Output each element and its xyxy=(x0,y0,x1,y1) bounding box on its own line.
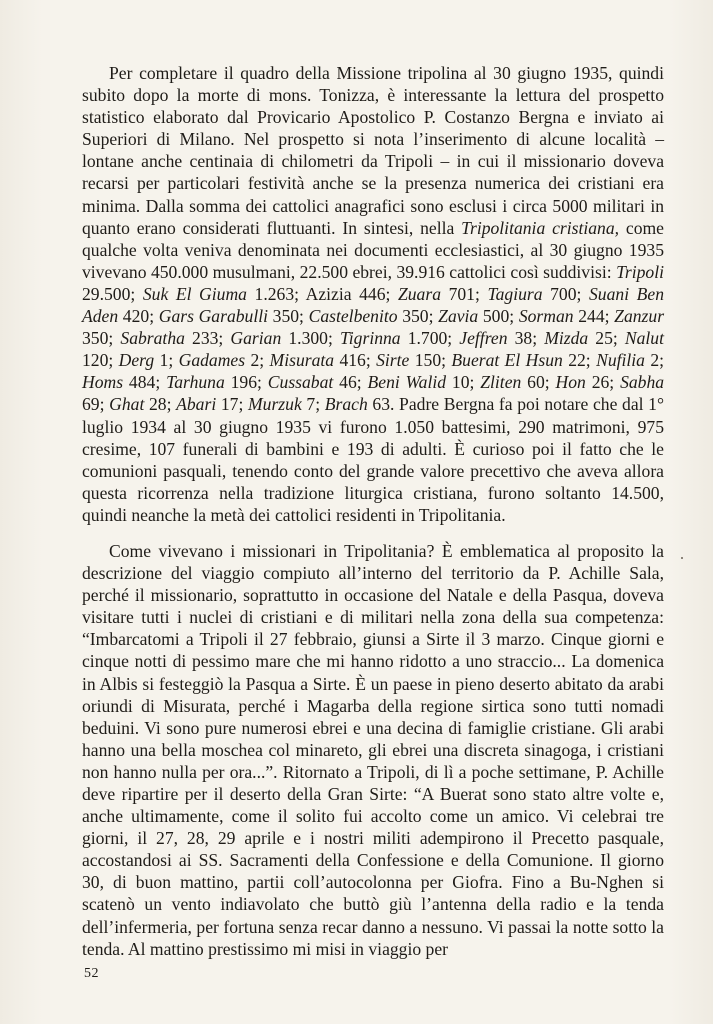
text-run: 10; xyxy=(446,372,481,393)
italic-run: Zuara xyxy=(397,283,441,304)
italic-run: Sirte xyxy=(376,350,410,371)
text-run: 46; xyxy=(333,372,368,393)
text-run: 350; xyxy=(397,306,439,327)
italic-run: Nalut xyxy=(624,328,664,349)
italic-run: Tripolitania cristiana, xyxy=(461,217,620,238)
italic-run: Zavia xyxy=(438,306,479,327)
italic-run: Gars Garabulli xyxy=(158,306,269,327)
italic-run: Beni Walid xyxy=(367,372,447,393)
text-run: 150; xyxy=(409,350,452,371)
italic-run: Zliten xyxy=(480,372,522,393)
text-run: 2; xyxy=(644,350,665,371)
italic-run: Buerat El Hsun xyxy=(451,350,563,371)
text-run: 420; xyxy=(118,306,159,327)
page-number: 52 xyxy=(84,966,99,981)
text-run: 1; xyxy=(154,350,179,371)
text-run: 69; xyxy=(82,394,110,415)
text-run: 500; xyxy=(478,306,519,327)
italic-run: Mizda xyxy=(544,328,589,349)
text-run: 120; xyxy=(82,350,119,371)
italic-run: Zanzur xyxy=(614,306,665,327)
text-run: 25; xyxy=(588,328,625,349)
italic-run: Tigrinna xyxy=(339,328,401,349)
text-run: 1.300; xyxy=(281,328,340,349)
text-run: 244; xyxy=(573,306,615,327)
text-run: 1.700; xyxy=(400,328,460,349)
text-run: 7; xyxy=(301,394,325,415)
text-run: 350; xyxy=(268,306,309,327)
text-run: 29.500; xyxy=(82,283,143,304)
italic-run: Abari xyxy=(176,394,217,415)
italic-run: Derg xyxy=(118,350,155,371)
text-run: 700; xyxy=(542,283,589,304)
italic-run: Misurata xyxy=(269,350,335,371)
italic-run: Tripoli xyxy=(616,261,664,282)
text-run: 17; xyxy=(216,394,248,415)
text-run: 350; xyxy=(82,328,121,349)
italic-run: Sabha xyxy=(620,372,665,393)
text-run: Per completare il quadro della Missione tripolina al 30 giugno 1935, quindi subito dopo la morte di mons. Tonizza, è interessante la lettura del prospetto statistico elaborato dal Provicario Apostolico P. Costanzo Bergna e inviato ai Superiori di Milano. Nel prospetto si nota l’inserimento di alcune località – lontane anche centinaia di chilometri da Tripoli – in cui il missionario doveva recarsi per particolari festività anche se la presenza numerica dei cristiani era minima. Dalla somma dei cattolici anagrafici sono esclusi i circa 5000 militari in quanto erano considerati fluttuanti. In sintesi, nella xyxy=(82,63,664,238)
italic-run: Brach xyxy=(324,394,368,415)
text-run: 38; xyxy=(507,328,545,349)
italic-run: Suani Ben Aden xyxy=(82,283,665,327)
text-run: come qualche volta veniva denominata nei documenti ecclesiastici, al 30 giugno 1935 vivevano 450.000 musulmani, 22.500 ebrei, 39.916 cattolici così suddivisi: xyxy=(82,217,664,282)
italic-run: Castelbenito xyxy=(308,306,398,327)
text-run: 2; xyxy=(245,350,270,371)
paragraph-2 xyxy=(82,540,664,960)
italic-run: Gadames xyxy=(178,350,246,371)
italic-run: Homs xyxy=(82,372,124,393)
margin-speck xyxy=(681,557,683,559)
text-run: 60; xyxy=(521,372,556,393)
italic-run: Sorman xyxy=(518,306,574,327)
italic-run: Garian xyxy=(230,328,282,349)
text-run: 1.263; Azizia 446; xyxy=(246,283,398,304)
text-run: Come vivevano i missionari in Tripolitania? È emblematica al proposito la descrizione del viaggio compiuto all’interno del territorio da P. Achille Sala, perché il missionario, soprattutto in occasione del Natale e della Pasqua, doveva visitare tutti i nuclei di cristiani e di militari nella zona della sua competenza: “Imbarcatomi a Tripoli il 27 febbraio, giunsi a Sirte il 3 marzo. Cinque giorni e cinque notti di pessimo mare che mi hanno ridotto a uno straccio... La domenica in Albis si festeggiò la Pasqua a Sirte. È un paese in pieno deserto abitato da arabi oriundi di Misurata, perché i Magarba della regione sirtica sono tutti nomadi beduini. Vi sono pure numerosi ebrei e una decina di famiglie cristiane. Gli arabi hanno una bella moschea col minareto, gli ebrei una discreta sinagoga, i cristiani non hanno nulla per ora...”. Ritornato a Tripoli, di lì a poche settimane, P. Achille deve ripartire per il deserto della Gran Sirte: “A Buerat sono stato altre volte e, anche ultimamente, come il solito fui accolto come un amico. Vi celebrai tre giorni, il 27, 28, 29 aprile e i nostri militi adempirono il Precetto pasquale, accostandosi ai SS. Sacramenti della Confessione e della Comunione. Il giorno 30, di buon mattino, partii coll’autocolonna per Giofra. Fino a Bu-Nghen si scatenò un vento indiavolato che buttò giù l’antenna della radio e la tenda dell’infermeria, per fortuna senza recar danno a nessuno. Vi passai la notte sotto la tenda. Al mattino prestissimo mi misi in viaggio per xyxy=(82,540,664,959)
text-run: 416; xyxy=(334,350,377,371)
italic-run: Tarhuna xyxy=(166,372,225,393)
text-run: 484; xyxy=(123,372,167,393)
italic-run: Tagiura xyxy=(487,283,543,304)
italic-run: Suk El Giuma xyxy=(142,283,247,304)
body-text xyxy=(82,62,664,960)
italic-run: Sabratha xyxy=(120,328,185,349)
italic-run: Ghat xyxy=(109,394,145,415)
text-run: 26; xyxy=(585,372,621,393)
text-run: 233; xyxy=(184,328,231,349)
text-run: 28; xyxy=(144,394,177,415)
italic-run: Nufilia xyxy=(596,350,645,371)
italic-run: Cussabat xyxy=(267,372,334,393)
italic-run: Hon xyxy=(555,372,586,393)
text-run: 63. Padre Bergna fa poi notare che dal 1° luglio 1934 al 30 giugno 1935 vi furono 1.050 battesimi, 290 matrimoni, 975 cresime, 107 funerali di bambini e 193 di adulti. È curioso poi il fatto che le comunioni pasquali, tenendo conto del grande valore precettivo che aveva allora questa ricorrenza nella tradizione liturgica cristiana, furono soltanto 14.500, quindi neanche la metà dei cattolici residenti in Tripolitania. xyxy=(82,394,665,525)
text-run: 22; xyxy=(562,350,597,371)
paragraph-1 xyxy=(82,62,664,526)
text-run: 196; xyxy=(224,372,268,393)
italic-run: Jeffren xyxy=(459,328,508,349)
italic-run: Murzuk xyxy=(248,394,302,415)
text-run: 701; xyxy=(441,283,488,304)
